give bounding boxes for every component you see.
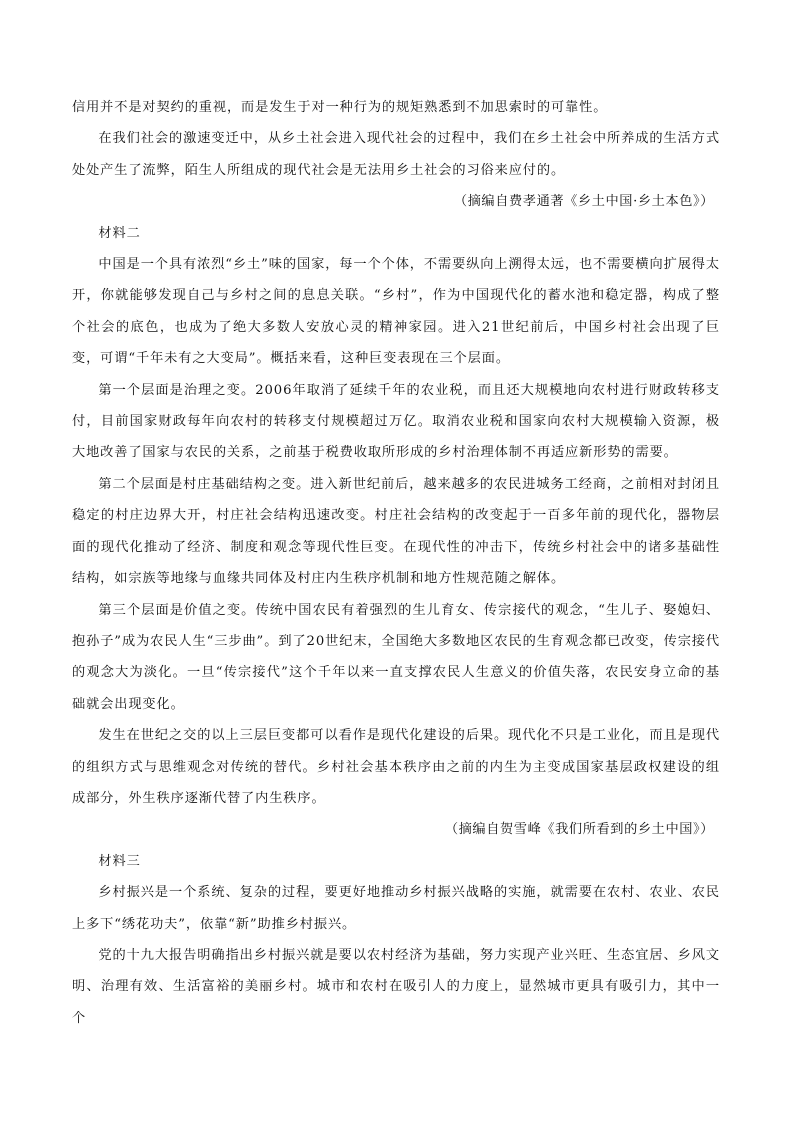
paragraph-structure-change: 第二个层面是村庄基础结构之变。进入新世纪前后，越来越多的农民进城务工经商，之前相对封闭且稳定的村庄边界大开，村庄社会结构迅速改变。村庄社会结构的改变起于一百多年前的现代化，器物层面的现代化推动了经济、制度和观念等现代性巨变。在现代性的冲击下，传统乡村社会中的诸多基础性结构，如宗族等地缘与血缘共同体及村庄内生秩序机制和地方性规范随之解体。	[72, 476, 720, 587]
source-citation-he-xuefeng: （摘编自贺雪峰《我们所看到的乡土中国》）	[444, 822, 714, 838]
paragraph-value-change: 第三个层面是价值之变。传统中国农民有着强烈的生儿育女、传宗接代的观念，“生儿子、娶媳妇、抱孙子”成为农民人生“三步曲”。到了20世纪末，全国绝大多数地区农民的生育观念都已改变，传宗接代的观念大为淡化。一旦“传宗接代”这个千年以来一直支撑农民人生意义的价值失落，农民安身立命的基础就会出现变化。	[72, 602, 720, 712]
paragraph-continued: 信用并不是对契约的重视，而是发生于对一种行为的规矩熟悉到不加思索时的可靠性。	[72, 100, 608, 115]
section-heading-material-2: 材料二	[98, 225, 141, 241]
paragraph-rural-revitalization: 乡村振兴是一个系统、复杂的过程，要更好地推动乡村振兴战略的实施，就需要在农村、农业、农民上多下“绣花功夫”，依靠“新”助推乡村振兴。	[72, 885, 720, 932]
section-heading-material-3: 材料三	[98, 853, 141, 869]
paragraph-rural-china: 中国是一个具有浓烈“乡土”味的国家，每一个个体，不需要纵向上溯得太远，也不需要横向扩展得太开，你就能够发现自己与乡村之间的息息关联。“乡村”，作为中国现代化的蓄水池和稳定器，构成了整个社会的底色，也成为了绝大多数人安放心灵的精神家园。进入21世纪前后，中国乡村社会出现了巨变，可谓“千年未有之大变局”。概括来看，这种巨变表现在三个层面。	[72, 257, 720, 367]
paragraph-social-change: 在我们社会的激速变迁中，从乡土社会进入现代社会的过程中，我们在乡土社会中所养成的生活方式处处产生了流弊，陌生人所组成的现代社会是无法用乡土社会的习俗来应付的。	[72, 131, 720, 178]
paragraph-governance-change: 第一个层面是治理之变。2006年取消了延续千年的农业税，而且还大规模地向农村进行财政转移支付，目前国家财政每年向农村的转移支付规模超过万亿。取消农业税和国家向农村大规模输入资源，极大地改善了国家与农民的关系，之前基于税费收取所形成的乡村治理体制不再适应新形势的需要。	[72, 382, 720, 461]
paragraph-modernization-result: 发生在世纪之交的以上三层巨变都可以看作是现代化建设的后果。现代化不只是工业化，而且是现代的组织方式与思维观念对传统的替代。乡村社会基本秩序由之前的内生为主变成国家基层政权建设的组成部分，外生秩序逐渐代替了内生秩序。	[72, 728, 720, 806]
source-citation-fei-xiaotong: （摘编自费孝通著《乡土中国·乡土本色》）	[453, 194, 714, 210]
paragraph-party-report: 党的十九大报告明确指出乡村振兴就是要以农村经济为基础，努力实现产业兴旺、生态宜居、乡风文明、治理有效、生活富裕的美丽乡村。城市和农村在吸引人的力度上，显然城市更具有吸引力，其中一个	[72, 947, 720, 1026]
document-body	[72, 92, 720, 1034]
